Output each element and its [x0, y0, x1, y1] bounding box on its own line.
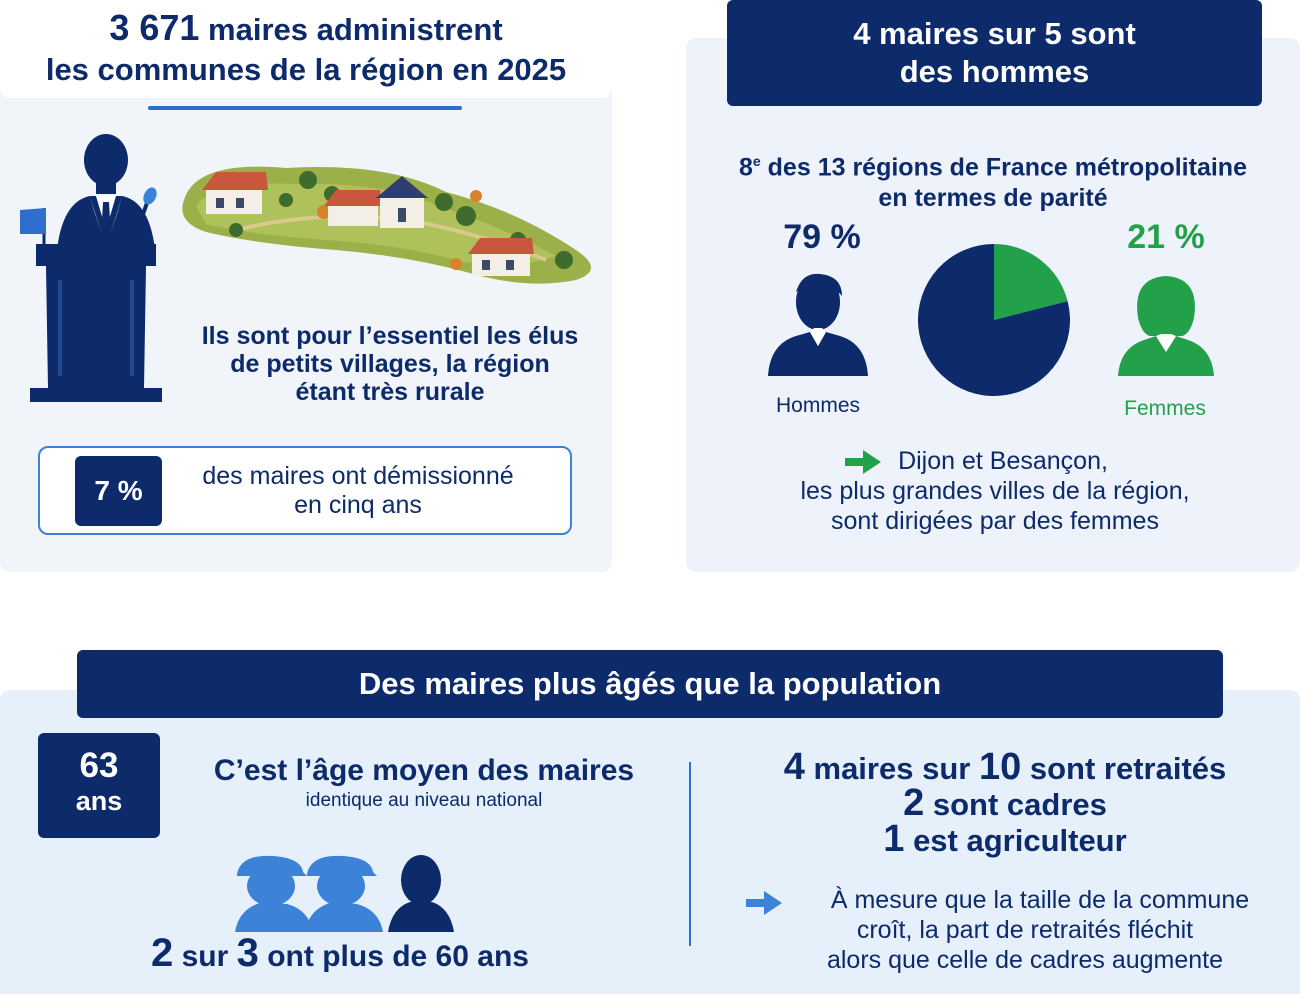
occupation-stats: 4 maires sur 10 sont retraités 2 sont cadres 1 est agriculteur [783, 746, 1227, 860]
man-icon [766, 270, 870, 380]
bottom-banner: Des maires plus âgés que la population [77, 650, 1223, 718]
woman-icon [1116, 272, 1216, 380]
podium-speaker-icon [16, 130, 166, 405]
over-60-stat: 2 sur 3 ont plus de 60 ans [151, 931, 529, 975]
elderly-person-icon [303, 852, 383, 932]
right-banner: 4 maires sur 5 sont des hommes [727, 0, 1262, 106]
gender-pie-chart [917, 243, 1071, 397]
women-percent: 21 % [1127, 218, 1205, 256]
bottom-divider [689, 762, 691, 946]
mayor-count: 3 671 [109, 7, 200, 48]
parity-rank: 8e des 13 régions de France métropolitaine en termes de parité [739, 153, 1247, 213]
women-cities-note: Dijon et Besançon, les plus grandes villes de la région, sont dirigées par des femmes [800, 447, 1190, 535]
size-trend-note: À mesure que la taille de la commune croît, la part de retraités fléchit alors que celle de cadres augmente [826, 886, 1250, 974]
left-headline: 3 671 maires administrent les communes de la région en 2025 [45, 7, 567, 87]
person-silhouette-icon [386, 852, 456, 932]
resign-text: des maires ont démissionné en cinq ans [202, 462, 514, 519]
village-illustration [176, 140, 601, 290]
elderly-person-icon [233, 852, 313, 932]
headline-underline [148, 106, 462, 110]
age-title-block: C’est l’âge moyen des maires identique au niveau national [213, 754, 635, 811]
age-badge: 63 ans [38, 733, 160, 838]
men-label: Hommes [775, 394, 860, 417]
resign-badge: 7 % [75, 456, 162, 526]
women-label: Femmes [1124, 397, 1206, 420]
rural-text: Ils sont pour l’essentiel les élus de petits villages, la région étant très rurale [201, 322, 579, 406]
men-percent: 79 % [783, 218, 861, 256]
